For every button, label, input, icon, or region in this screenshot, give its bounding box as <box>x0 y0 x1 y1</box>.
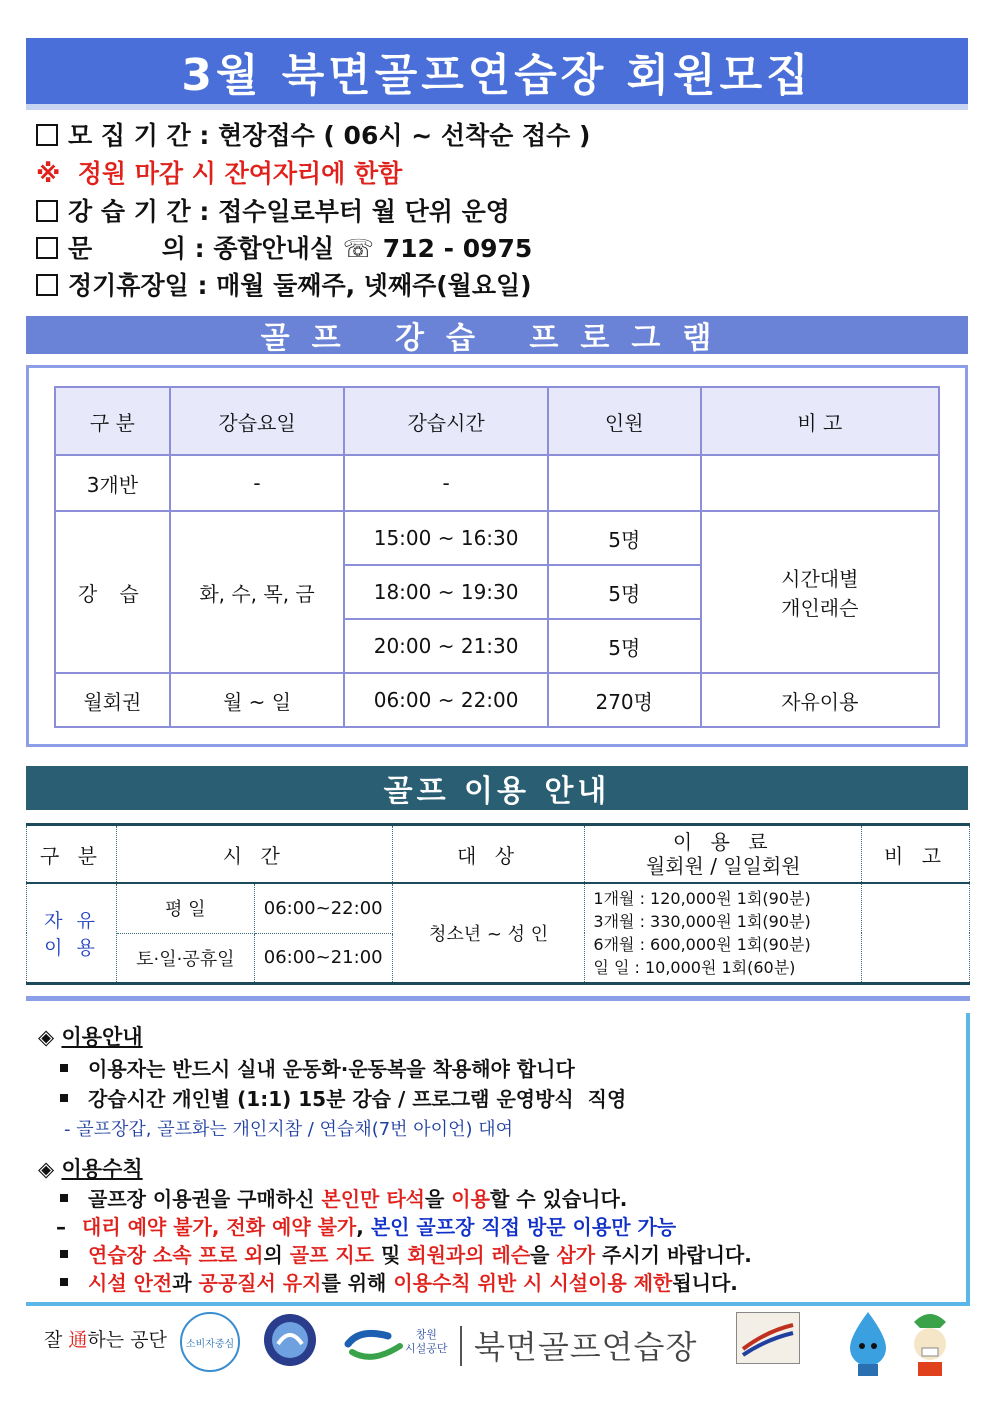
info-label: 문 의 : <box>68 234 214 263</box>
cell-time: 18:00 ~ 19:30 <box>344 565 548 619</box>
info-value: 매월 둘째주, 넷째주(월요일) <box>216 271 532 300</box>
header-time: 강습시간 <box>344 387 548 455</box>
fee-line: 일 일 : 10,000원 1회(60분) <box>593 957 796 977</box>
rule-text: 됩니다. <box>672 1271 738 1295</box>
info-inquiry <box>36 231 532 267</box>
usage-section-title: 골프 이용 안내 <box>26 766 968 810</box>
checkbox-icon <box>36 124 58 146</box>
consumer-badge-logo <box>180 1312 240 1372</box>
fee-line: 3개월 : 330,000원 1회(90분) <box>593 911 811 931</box>
rule-text-red: 본인만 타석 <box>321 1187 425 1211</box>
rule-text: 주시기 바랍니다. <box>595 1243 752 1267</box>
facility-name: 북면골프연습장 <box>474 1328 698 1366</box>
header-note: 비 고 <box>862 825 970 884</box>
org-name <box>405 1328 448 1408</box>
cell-count: 5명 <box>548 565 701 619</box>
rule-text-red: 골프 지도 <box>289 1243 374 1267</box>
checkbox-icon <box>36 200 58 222</box>
mascot-icon <box>900 1308 960 1378</box>
guide-title <box>38 1021 143 1051</box>
header-note: 비 고 <box>701 387 939 455</box>
guide-sub: - 골프장갑, 골프화는 개인지참 / 연습채(7번 아이언) 대여 <box>64 1119 513 1140</box>
rule-item <box>60 1267 738 1296</box>
cell-weekday-label: 평 일 <box>116 883 254 933</box>
cell-days: 화, 수, 목, 금 <box>170 511 345 673</box>
info-note: ※ 정원 마감 시 잔여자리에 한함 <box>36 159 403 188</box>
cell-time: - <box>344 455 548 511</box>
table-row <box>55 455 939 511</box>
rule-text-red: 연습장 소속 프로 외 <box>88 1243 264 1267</box>
rule-text: 할 수 있습니다. <box>489 1187 628 1211</box>
info-recruit-period <box>36 118 590 154</box>
notices-box <box>26 1013 970 1303</box>
bullet-icon <box>60 1064 68 1072</box>
rule-text-red: 회원과의 레슨 <box>407 1243 531 1267</box>
mascot-icon <box>838 1308 898 1378</box>
rule-text: 의 <box>263 1243 290 1267</box>
cell-weekend-label: 토·일·공휴일 <box>116 933 254 983</box>
bullet-icon <box>60 1094 68 1102</box>
diamond-icon: ◈ <box>38 1025 62 1049</box>
guide-item <box>60 1053 575 1082</box>
rule-text-blue: 본인 골프장 직접 방문 이용만 가능 <box>370 1215 677 1239</box>
cell-category: 월회권 <box>55 673 170 727</box>
header-target: 대 상 <box>392 825 585 884</box>
info-value: 접수일로부터 월 단위 운영 <box>218 197 510 226</box>
cell-count <box>548 455 701 511</box>
cell-note <box>701 511 939 673</box>
table-row <box>55 673 939 727</box>
rule-text-red: 대리 예약 불가, 전화 예약 불가 <box>82 1215 357 1239</box>
cell-time: 20:00 ~ 21:30 <box>344 619 548 673</box>
cell-count: 5명 <box>548 619 701 673</box>
rule-text-red: 삼가 <box>556 1243 596 1267</box>
info-label: 모 집 기 간 : <box>68 121 219 150</box>
info-label: 강 습 기 간 : <box>68 197 219 226</box>
cell-fees <box>585 883 862 983</box>
checkbox-icon <box>36 237 58 259</box>
cell-days: - <box>170 455 345 511</box>
rule-text: 과 <box>172 1271 199 1295</box>
rule-text: 을 <box>425 1187 452 1211</box>
header-category: 구 분 <box>27 825 117 884</box>
rule-text-red: 시설 안전 <box>88 1271 173 1295</box>
rule-text: 을 <box>530 1243 557 1267</box>
org-name-line: 시설공단 <box>405 1342 448 1355</box>
org-name-line: 창원 <box>415 1328 437 1341</box>
cell-note: 자유이용 <box>701 673 939 727</box>
cell-weekend-time: 06:00~21:00 <box>254 933 392 983</box>
header-category: 구 분 <box>55 387 170 455</box>
info-closed-days <box>36 268 532 304</box>
info-value: 종합안내실 ☏ 712 - 0975 <box>213 234 533 263</box>
usage-table <box>26 823 970 985</box>
badge-text: 소비자중심 <box>185 1338 235 1350</box>
bullet-icon <box>60 1194 68 1202</box>
fee-header-line: 월회원 / 일일회원 <box>645 854 801 878</box>
table-row <box>55 511 939 565</box>
changwon-logo-icon <box>340 1322 410 1372</box>
slogan-text: 잘 <box>44 1329 69 1351</box>
cell-weekday-time: 06:00~22:00 <box>254 883 392 933</box>
rule-item <box>56 1211 676 1240</box>
header-count: 인원 <box>548 387 701 455</box>
rule-text: 를 위해 <box>321 1271 394 1295</box>
guide-item <box>60 1083 626 1112</box>
category-line: 이 용 <box>44 936 99 959</box>
slogan-text: 하는 공단 <box>87 1329 167 1351</box>
divider <box>26 1302 970 1306</box>
cell-category: 강 습 <box>55 511 170 673</box>
category-line: 자 유 <box>44 909 99 932</box>
bullet-icon <box>60 1278 68 1286</box>
header-fee <box>585 825 862 884</box>
table-header-row <box>55 387 939 455</box>
cell-time: 06:00 ~ 22:00 <box>344 673 548 727</box>
info-value: 현장접수 ( 06시 ~ 선착순 접수 ) <box>218 121 591 150</box>
info-label: 정기휴장일 : <box>68 271 217 300</box>
rules-title-text: 이용수칙 <box>61 1157 143 1181</box>
fee-line: 1개월 : 120,000원 1회(90분) <box>593 888 811 908</box>
divider <box>460 1326 462 1366</box>
rule-text: 및 <box>374 1243 408 1267</box>
rule-item <box>60 1239 752 1268</box>
diamond-icon: ◈ <box>38 1157 62 1181</box>
header-days: 강습요일 <box>170 387 345 455</box>
table-header-row <box>27 825 970 884</box>
cell-category: 3개반 <box>55 455 170 511</box>
rules-title <box>38 1153 143 1183</box>
header-time: 시 간 <box>116 825 392 884</box>
rule-item <box>60 1183 627 1212</box>
cell-target: 청소년 ~ 성 인 <box>392 883 585 983</box>
cell-count: 5명 <box>548 511 701 565</box>
cell-count: 270명 <box>548 673 701 727</box>
program-table <box>54 386 940 728</box>
slogan-highlight: 通 <box>68 1329 88 1351</box>
rule-text-red: 이용 <box>451 1187 490 1211</box>
info-lesson-period <box>36 194 510 230</box>
fee-header-line: 이 용 료 <box>672 830 774 854</box>
rule-text-red: 이용수칙 위반 시 시설이용 제한 <box>393 1271 673 1295</box>
page-title: 3월 북면골프연습장 회원모집 <box>26 38 968 110</box>
dash-icon: – <box>56 1215 66 1239</box>
note-line: 시간대별 <box>781 567 859 591</box>
fee-line: 6개월 : 600,000원 1회(90분) <box>593 934 811 954</box>
rule-text: 골프장 이용권을 구매하신 <box>88 1187 322 1211</box>
emblem-logo <box>262 1312 318 1368</box>
note-line: 개인래슨 <box>781 596 859 620</box>
program-section-title: 골프 강습 프로그램 <box>26 316 968 354</box>
guide-item-text: 이용자는 반드시 실내 운동화·운동복을 착용해야 합니다 <box>88 1057 575 1081</box>
guide-item-text: 강습시간 개인별 (1:1) 15분 강습 / 프로그램 운영방식 직영 <box>88 1087 627 1111</box>
cell-category <box>27 883 117 983</box>
certification-mark <box>736 1312 800 1364</box>
slogan <box>44 1325 167 1405</box>
cell-note <box>701 455 939 511</box>
cell-time: 15:00 ~ 16:30 <box>344 511 548 565</box>
checkbox-icon <box>36 274 58 296</box>
cell-note <box>862 883 970 983</box>
divider <box>26 996 970 1001</box>
cell-days: 월 ~ 일 <box>170 673 345 727</box>
table-row <box>27 883 970 933</box>
rule-text: , <box>356 1215 371 1239</box>
guide-title-text: 이용안내 <box>61 1025 143 1049</box>
bullet-icon <box>60 1250 68 1258</box>
rule-text-red: 공공질서 유지 <box>198 1271 322 1295</box>
